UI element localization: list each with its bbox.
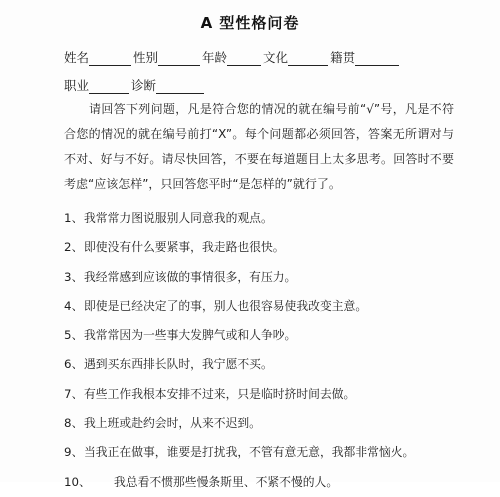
question-number: 10、 xyxy=(64,474,91,489)
question-text: 我经常感到应该做的事情很多，有压力。 xyxy=(84,269,297,284)
question-item[interactable] xyxy=(64,438,464,467)
field-blank-diagnosis[interactable] xyxy=(156,79,204,94)
question-text: 即使没有什么要紧事，我走路也很快。 xyxy=(84,240,285,255)
question-number: 9、 xyxy=(64,445,84,460)
personal-info-row-1 xyxy=(64,48,480,66)
instructions-paragraph: 请回答下列问题，凡是符合您的情况的就在编号前“√”号，凡是不符合您的情况的就在编号前打“X”。每个问题都必须回答，答案无所谓对与不对、好与不好。请尽快回答，不要在每道题目上太多思考。回答时不要考虑“应该怎样”，只回答您平时“是怎样的”就行了。 xyxy=(64,102,454,191)
question-item[interactable] xyxy=(64,409,464,438)
field-blank-age[interactable] xyxy=(227,51,261,66)
question-text: 我总看不惯那些慢条斯里、不紧不慢的人。 xyxy=(114,474,339,489)
field-blank-gender[interactable] xyxy=(158,51,200,66)
field-label-education: 文化 xyxy=(263,50,289,65)
field-label-diagnosis: 诊断 xyxy=(131,78,157,93)
field-blank-native-place[interactable] xyxy=(355,51,399,66)
question-item[interactable] xyxy=(64,350,464,379)
question-number: 8、 xyxy=(64,416,84,431)
question-item[interactable] xyxy=(64,233,464,262)
question-item[interactable] xyxy=(64,468,464,497)
question-item[interactable] xyxy=(64,380,464,409)
question-text: 当我正在做事，谁要是打扰我，不管有意无意，我都非常恼火。 xyxy=(84,445,415,460)
question-text: 有些工作我根本安排不过来，只是临时挤时间去做。 xyxy=(84,386,356,401)
question-list xyxy=(64,204,464,497)
question-item[interactable] xyxy=(64,292,464,321)
document-title: A 型性格问卷 xyxy=(200,14,300,32)
personal-info-row-2 xyxy=(64,76,480,94)
question-number: 1、 xyxy=(64,211,84,225)
field-label-age: 年龄 xyxy=(202,50,228,65)
question-text: 即使是已经决定了的事，别人也很容易使我改变主意。 xyxy=(84,298,368,313)
question-text: 我常常力图说服别人同意我的观点。 xyxy=(84,211,273,225)
field-label-occupation: 职业 xyxy=(64,78,90,93)
question-number: 2、 xyxy=(64,240,84,255)
field-label-name: 姓名 xyxy=(64,50,90,65)
field-label-gender: 性别 xyxy=(133,50,159,65)
field-blank-occupation[interactable] xyxy=(89,79,129,94)
question-number: 3、 xyxy=(64,269,84,284)
question-number: 6、 xyxy=(64,357,84,372)
field-blank-name[interactable] xyxy=(89,51,131,66)
question-text: 我上班或赴约会时，从来不迟到。 xyxy=(84,416,261,431)
field-blank-education[interactable] xyxy=(288,51,328,66)
question-text: 遇到买东西排长队时，我宁愿不买。 xyxy=(84,357,273,372)
question-item[interactable] xyxy=(64,204,464,233)
question-item[interactable] xyxy=(64,321,464,350)
question-text: 我常常因为一些事大发脾气或和人争吵。 xyxy=(84,328,297,343)
field-label-native-place: 籍贯 xyxy=(330,50,356,65)
question-number: 5、 xyxy=(64,328,84,343)
question-number: 7、 xyxy=(64,386,84,401)
question-number: 4、 xyxy=(64,298,84,313)
question-item[interactable] xyxy=(64,263,464,292)
